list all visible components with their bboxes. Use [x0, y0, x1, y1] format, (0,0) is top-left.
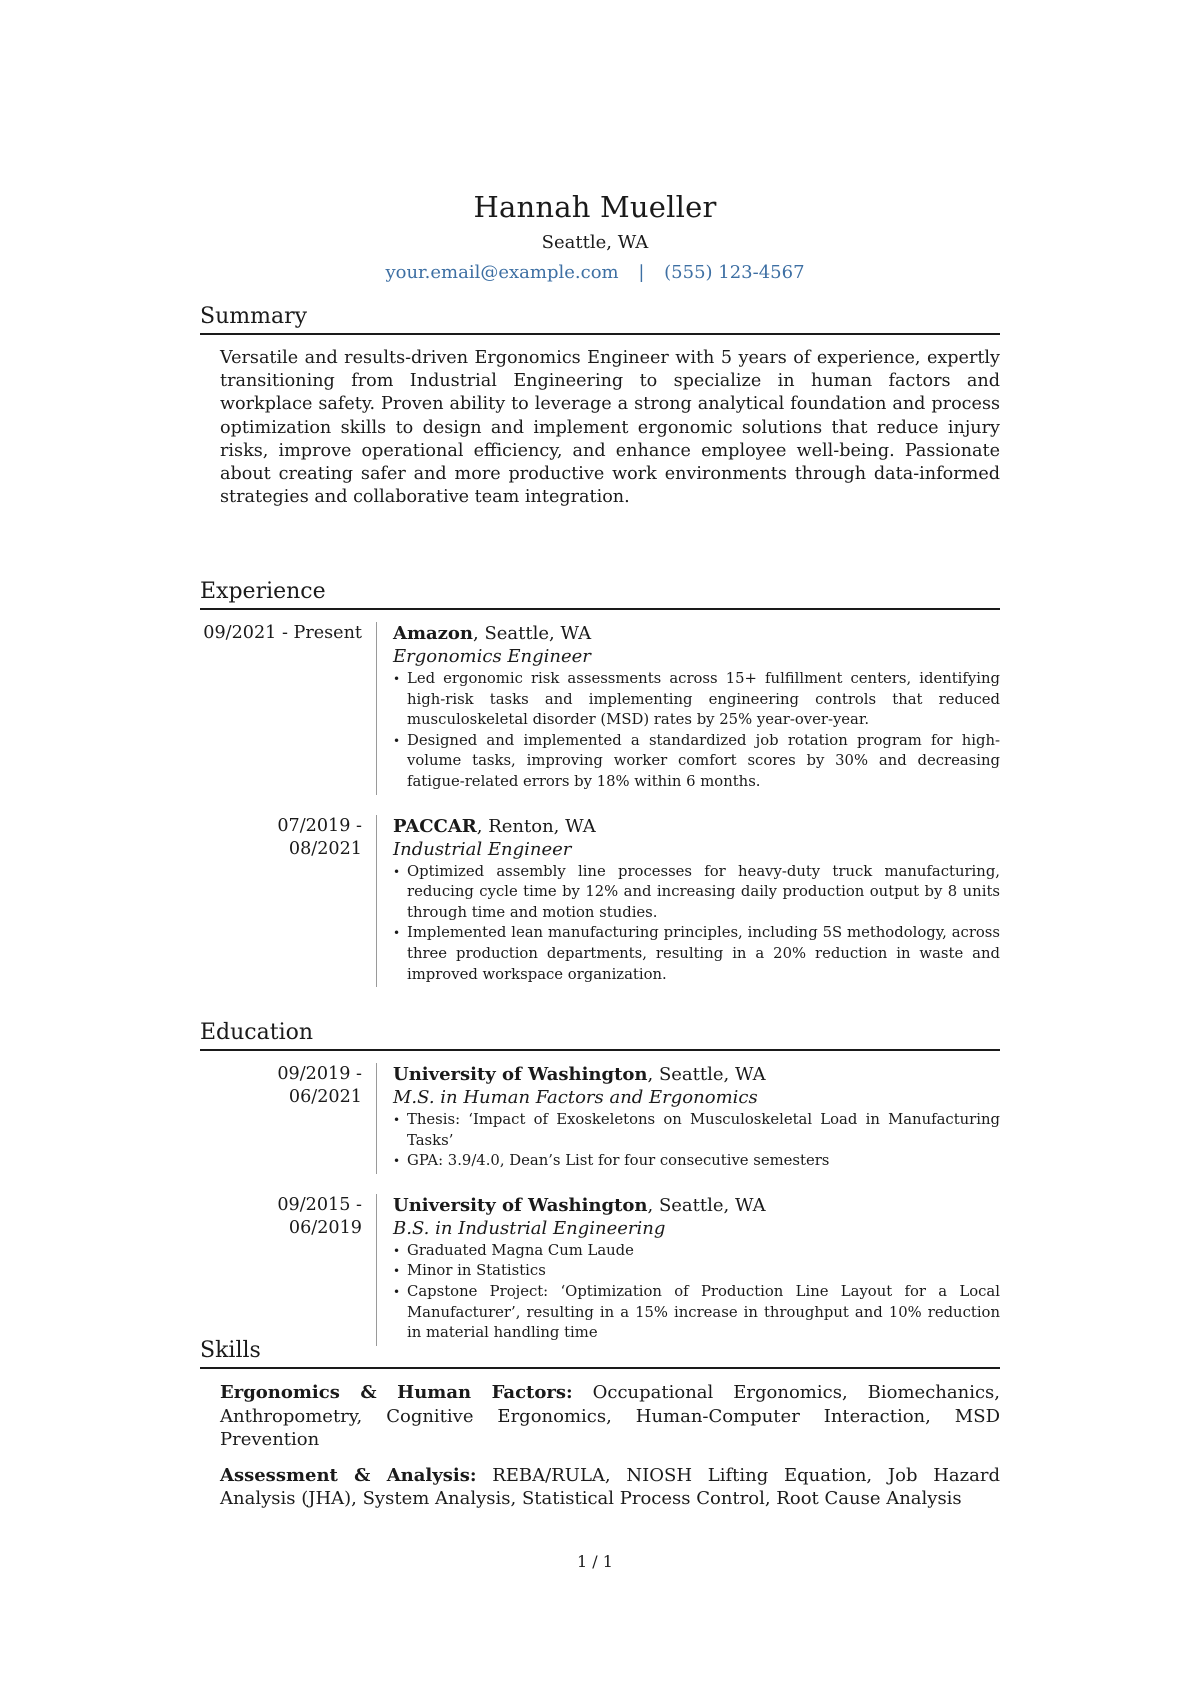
entry-body [376, 815, 1000, 988]
page-number: 1 / 1 [577, 1552, 613, 1571]
entry-role: Ergonomics Engineer [393, 646, 591, 667]
entry-body [376, 1063, 1000, 1174]
contact-separator: | [638, 262, 645, 283]
entry-bullets [393, 862, 1000, 986]
entry-organization: University of Washington [393, 1064, 648, 1085]
entry-degree: M.S. in Human Factors and Ergonomics [393, 1087, 758, 1108]
bullet-item: • GPA: 3.9/4.0, Dean’s List for four consecutive semesters [393, 1151, 1000, 1172]
bullet-item: • Implemented lean manufacturing principles, including 5S methodology, across three production departments, resulting in a 20% reduction in waste and improved workspace organization. [393, 923, 1000, 985]
education-entry [200, 1194, 1000, 1346]
education-section [200, 1020, 1000, 1346]
entry-bullets [393, 669, 1000, 793]
candidate-location: Seattle, WA [541, 232, 649, 253]
experience-section [200, 579, 1000, 987]
experience-entry [200, 815, 1000, 988]
entry-date: 09/2015 - 06/2019 [277, 1194, 362, 1238]
skill-group-values: Occupational Ergonomics, Biomechanics, Anthropometry, Cognitive Ergonomics, Human-Computer Interaction, MSD Prevention [220, 1382, 1001, 1450]
entry-location: , Seattle, WA [647, 1194, 766, 1216]
entry-organization: University of Washington [393, 1194, 648, 1216]
summary-section [200, 304, 1000, 509]
entry-heading [393, 622, 1000, 645]
entry-date: 07/2019 - 08/2021 [277, 815, 362, 859]
entry-body [376, 622, 1000, 795]
entry-date: 09/2021 - Present [203, 623, 362, 643]
contact-line [0, 262, 1190, 283]
entry-organization: PACCAR [393, 815, 477, 837]
entry-location: , Seattle, WA [647, 1064, 766, 1085]
summary-text: Versatile and results-driven Ergonomics Engineer with 5 years of experience, expertly transitioning from Industrial Engineering to specialize in human factors and workplace safety. Proven ability to leverage a strong analytical foundation and process optimization skills to design and implement ergonomic solutions that reduce injury risks, improve operational efficiency, and enhance employee well-being. Passionate about creating safer and more productive work environments through data-informed strategies and collaborative team integration. [220, 348, 1000, 508]
entry-location: , Seattle, WA [473, 623, 592, 644]
candidate-name: Hannah Mueller [473, 190, 717, 224]
entry-heading [393, 815, 1000, 838]
entry-date: 09/2019 - 06/2021 [277, 1064, 362, 1107]
entry-degree: B.S. in Industrial Engineering [393, 1217, 666, 1239]
skill-group-label: Ergonomics & Human Factors: [220, 1382, 573, 1403]
bullet-item: • Designed and implemented a standardized job rotation program for high-volume tasks, improving worker comfort scores by 30% and decreasing fatigue-related errors by 18% within 6 months. [393, 731, 1000, 793]
phone-link[interactable]: (555) 123-4567 [664, 262, 805, 283]
resume-header [0, 190, 1190, 283]
skill-group-label: Assessment & Analysis: [220, 1464, 477, 1486]
bullet-item: • Optimized assembly line processes for heavy-duty truck manufacturing, reducing cycle time by 12% and increasing daily production output by 8 units through time and motion studies. [393, 862, 1000, 924]
entry-bullets [393, 1241, 1000, 1344]
bullet-item: • Minor in Statistics [393, 1261, 1000, 1282]
bullet-item: • Graduated Magna Cum Laude [393, 1241, 1000, 1262]
entry-location: , Renton, WA [476, 815, 596, 837]
bullet-item: • Capstone Project: ‘Optimization of Production Line Layout for a Local Manufacturer’, resulting in a 15% increase in throughput and 10% reduction in material handling time [393, 1282, 1000, 1344]
bullet-item: • Led ergonomic risk assessments across 15+ fulfillment centers, identifying high-risk tasks and implementing engineering controls that reduced musculoskeletal disorder (MSD) rates by 25% year-over-year. [393, 669, 1000, 731]
skill-group [220, 1464, 1000, 1511]
entry-organization: Amazon [393, 623, 473, 644]
entry-heading [393, 1063, 1000, 1086]
section-title-skills: Skills [200, 1338, 1000, 1369]
entry-heading [393, 1194, 1000, 1217]
experience-entry [200, 622, 1000, 795]
entry-body [376, 1194, 1000, 1346]
email-link[interactable]: your.email@example.com [385, 262, 619, 283]
entry-role: Industrial Engineer [393, 838, 572, 860]
skills-section [200, 1338, 1000, 1511]
skill-group-values: REBA/RULA, NIOSH Lifting Equation, Job Hazard Analysis (JHA), System Analysis, Statistical Process Control, Root Cause Analysis [220, 1464, 1001, 1509]
section-title-education: Education [200, 1020, 1000, 1051]
entry-bullets [393, 1110, 1000, 1172]
section-title-experience: Experience [200, 579, 1000, 610]
section-title-summary: Summary [200, 304, 1000, 335]
skill-group [220, 1381, 1000, 1452]
bullet-item: • Thesis: ‘Impact of Exoskeletons on Musculoskeletal Load in Manufacturing Tasks’ [393, 1110, 1000, 1151]
education-entry [200, 1063, 1000, 1174]
